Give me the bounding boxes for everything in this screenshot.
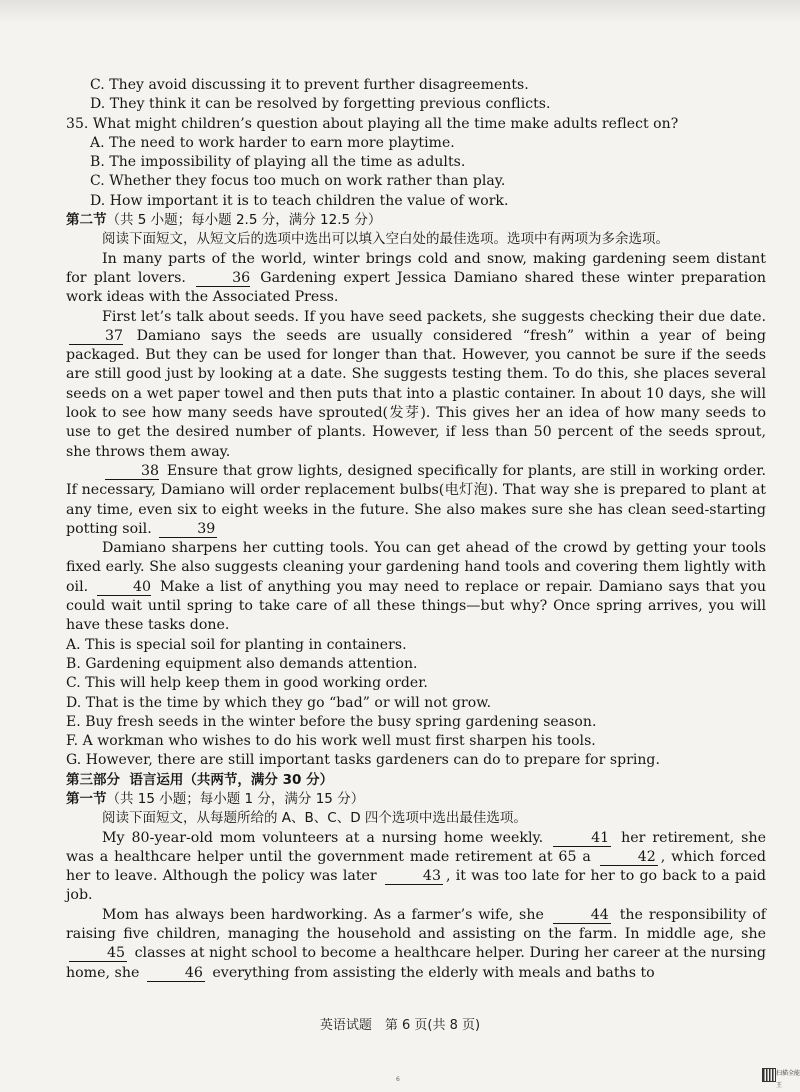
blank-45: 45	[69, 946, 127, 962]
answer-option-g: G. However, there are still important tasks gardeners can do to prepare for spring.	[66, 752, 660, 769]
passage-paragraph-4: Damiano sharpens her cutting tools. You can get ahead of the crowd by getting your tools fixed early. She also suggests cleaning your gardening hand tools and covering them lightly with oil. 40 Make a list of anything you may need to replace or repair. Damiano says that you could wait until spring to take care of all these things—but why? Once spring arrives, you will have these tasks done.	[66, 540, 766, 634]
q35-option-d: D. How important it is to teach children the value of work.	[90, 192, 509, 209]
blank-39: 39	[159, 522, 217, 538]
qr-code-icon	[762, 1068, 776, 1082]
passage-paragraph-3: 38 Ensure that grow lights, designed specifically for plants, are still in working order. If necessary, Damiano will order replacement bulbs(电灯泡). That way she is prepared to plant at any time, even six to eight weeks in the future. She also makes sure she has clean seed-starting potting soil. 39	[66, 462, 767, 537]
part3-heading: 第三部分 语言运用（共两节，满分 30 分）	[66, 771, 334, 788]
answer-option-a: A. This is special soil for planting in containers.	[66, 636, 407, 653]
blank-42: 42	[600, 850, 658, 866]
passage-paragraph-2: First let’s talk about seeds. If you have seed packets, she suggests checking their due date. 37 Damiano says the seeds are usually considered “fresh” within a year of being packaged. But they can be used for longer than that. However, you cannot be sure if the seeds are still good just by looking at a date. She suggests testing them. To do this, she places several seeds on a wet paper towel and then puts that into a plastic container. In about 10 days, she will look to see how many seeds have sprouted(发芽). This gives her an idea of how many seeds to use to get the desired number of plants. However, if less than 50 percent of the seeds sprout, she throws them away.	[66, 308, 766, 460]
answer-option-e: E. Buy fresh seeds in the winter before the busy spring gardening season.	[66, 713, 597, 730]
cloze-paragraph-1: My 80-year-old mom volunteers at a nursing home weekly. 41 her retirement, she was a healthcare helper until the government made retirement at 65 a 42 , which forced her to leave. Although the policy was later 43 , it was too late for her to go back to a paid job.	[66, 829, 766, 904]
section2-instruction: 阅读下面短文，从短文后的选项中选出可以填入空白处的最佳选项。选项中有两项为多余选项。	[102, 231, 669, 248]
blank-43: 43	[385, 869, 443, 885]
passage-paragraph-1: In many parts of the world, winter brings cold and snow, making gardening seem distant for plant lovers. 36 Gardening expert Jessica Damiano shared these winter preparation work ideas with the Associated Press.	[66, 250, 766, 306]
q35-option-b: B. The impossibility of playing all the time as adults.	[90, 154, 466, 171]
q35-option-c: C. Whether they focus too much on work rather than play.	[90, 173, 506, 190]
q35-option-a: A. The need to work harder to earn more playtime.	[90, 134, 455, 151]
blank-38: 38	[105, 464, 159, 480]
blank-40: 40	[97, 580, 151, 596]
blank-41: 41	[553, 831, 611, 847]
q34-option-d: D. They think it can be resolved by forgetting previous conflicts.	[90, 96, 551, 113]
q35-stem: 35. What might children’s question about playing all the time make adults reflect on?	[66, 115, 679, 132]
answer-option-c: C. This will help keep them in good working order.	[66, 675, 428, 692]
section2-title: 第二节	[66, 212, 107, 229]
q34-option-c: C. They avoid discussing it to prevent further disagreements.	[90, 77, 529, 93]
blank-37: 37	[69, 329, 123, 345]
blank-44: 44	[553, 908, 611, 924]
cloze-paragraph-2: Mom has always been hardworking. As a farmer’s wife, she 44 the responsibility of raising five children, managing the household and assisting on the farm. In middle age, she 45 classes at night school to become a healthcare helper. During her career at the nursing home, she 46 everything from assisting the elderly with meals and baths to	[66, 906, 767, 981]
blank-36: 36	[196, 271, 250, 287]
part3-instruction: 阅读下面短文，从每题所给的 A、B、C、D 四个选项中选出最佳选项。	[102, 810, 527, 827]
section2-meta: （共 5 小题；每小题 2.5 分，满分 12.5 分）	[106, 212, 382, 229]
blank-46: 46	[147, 966, 205, 982]
section2-heading	[66, 211, 766, 230]
answer-option-b: B. Gardening equipment also demands attention.	[66, 655, 418, 672]
page-footer: 英语试题 第 6 页(共 8 页)	[319, 1018, 481, 1033]
part3-section1-heading: 第一节（共 15 小题；每小题 1 分，满分 15 分）	[66, 790, 365, 807]
answer-option-d: D. That is the time by which they go “bad” or will not grow.	[66, 694, 492, 711]
answer-option-f: F. A workman who wishes to do his work well must first sharpen his tools.	[66, 733, 596, 750]
page-dot: 6	[396, 1076, 400, 1083]
scanner-watermark: 扫描全能王	[776, 1070, 800, 1089]
